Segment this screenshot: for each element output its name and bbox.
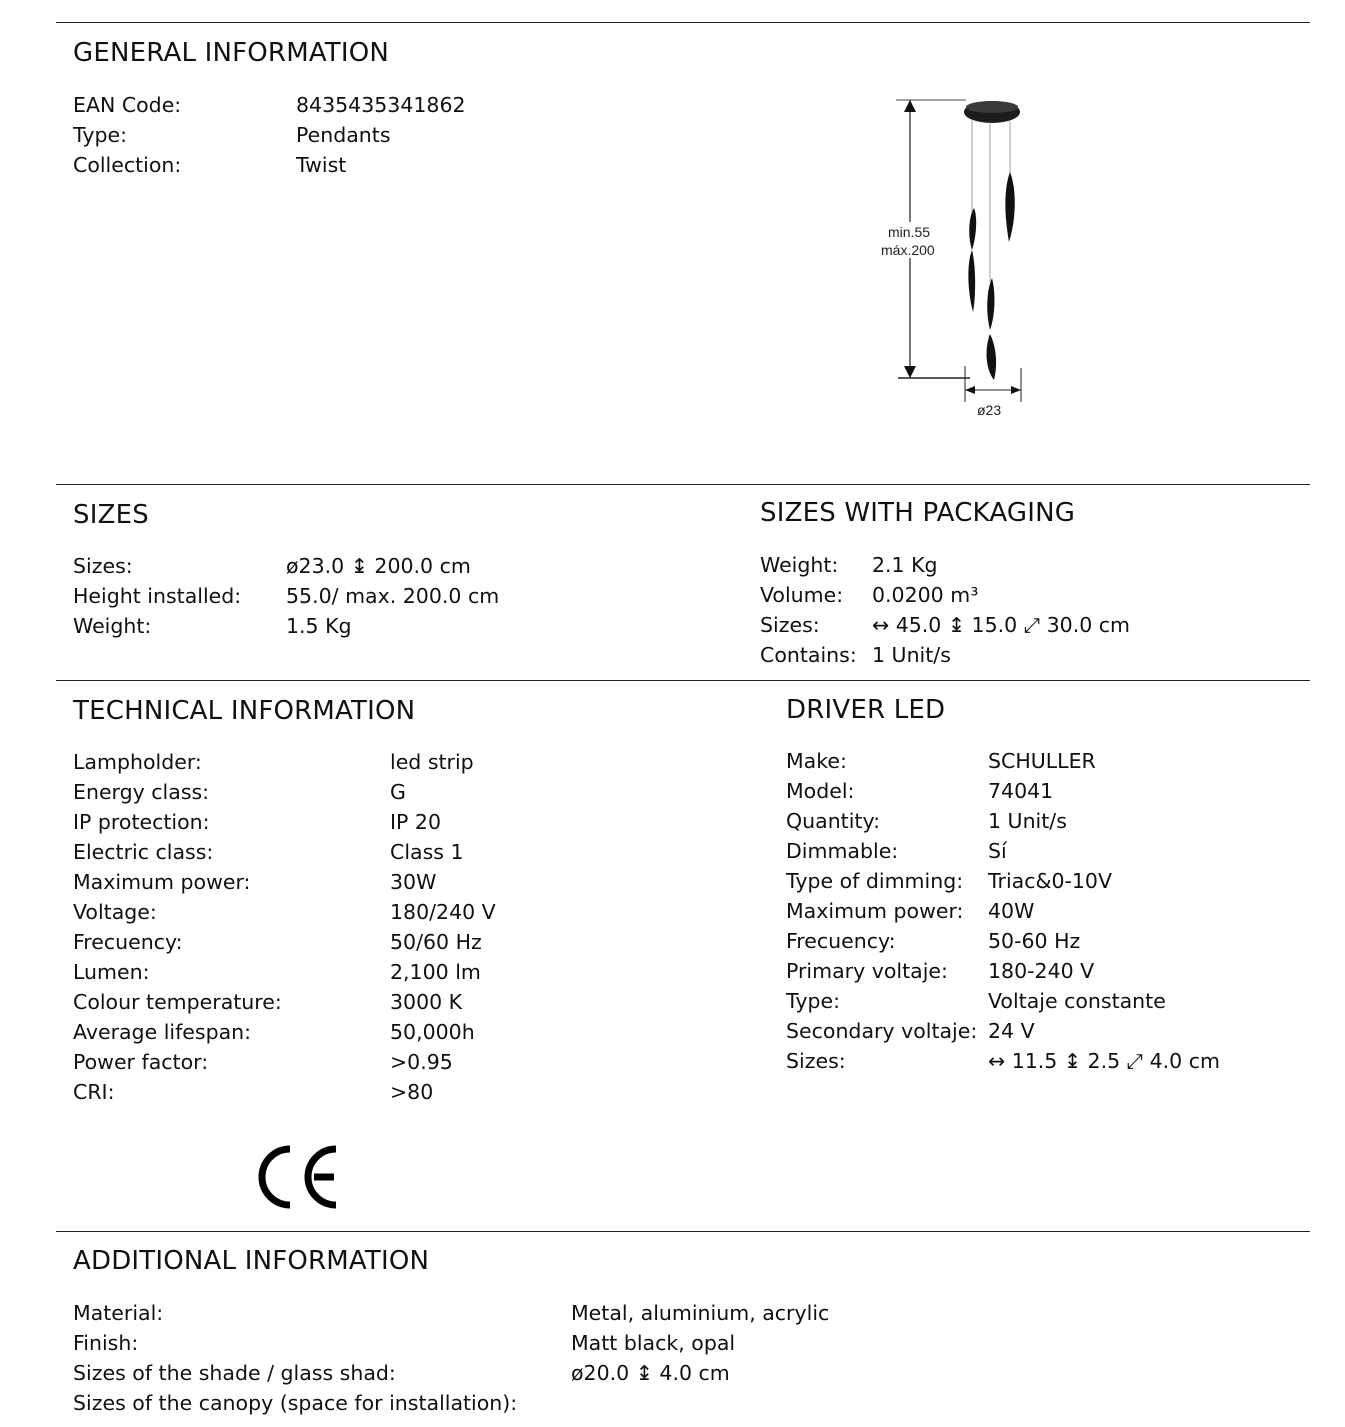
twist-shade [987, 334, 997, 380]
technical-heading: TECHNICAL INFORMATION [73, 696, 416, 726]
packaging-value: 2.1 Kg [872, 553, 938, 577]
driver-list [786, 746, 1306, 1076]
driver-value: 24 V [988, 1019, 1035, 1043]
driver-row [786, 1016, 1306, 1046]
ce-mark-icon [254, 1143, 340, 1211]
technical-row [73, 837, 713, 867]
packaging-row [760, 640, 1300, 670]
packaging-list [760, 550, 1300, 670]
twist-shade [969, 208, 976, 250]
twist-shade [968, 250, 975, 312]
driver-label: Model: [786, 779, 855, 803]
technical-value: >0.95 [390, 1050, 453, 1074]
technical-label: Voltage: [73, 900, 157, 924]
driver-row [786, 1046, 1306, 1076]
technical-value: IP 20 [390, 810, 442, 834]
technical-row [73, 867, 713, 897]
sizes-row [73, 611, 673, 641]
technical-row [73, 957, 713, 987]
divider-technical [56, 680, 1310, 681]
driver-value: Triac&0-10V [988, 869, 1113, 893]
technical-value: 30W [390, 870, 437, 894]
packaging-value: 0.0200 m³ [872, 583, 979, 607]
additional-row [73, 1358, 973, 1388]
driver-heading: DRIVER LED [786, 695, 946, 725]
diameter-label: ø23 [977, 402, 1002, 418]
driver-row [786, 926, 1306, 956]
general-label: EAN Code: [73, 93, 182, 117]
technical-value: >80 [390, 1080, 434, 1104]
driver-value: Voltaje constante [988, 989, 1166, 1013]
driver-label: Primary voltaje: [786, 959, 948, 983]
sizes-label: Sizes: [73, 554, 133, 578]
height-max-label: máx.200 [881, 242, 935, 258]
driver-label: Frecuency: [786, 929, 896, 953]
technical-value: 50/60 Hz [390, 930, 482, 954]
sizes-list [73, 551, 673, 641]
driver-label: Secondary voltaje: [786, 1019, 978, 1043]
diameter-arrow-left [965, 386, 975, 394]
technical-label: Power factor: [73, 1050, 209, 1074]
additional-value: Metal, aluminium, acrylic [571, 1301, 830, 1325]
driver-row [786, 896, 1306, 926]
technical-row [73, 1047, 713, 1077]
technical-row [73, 927, 713, 957]
packaging-value: 1 Unit/s [872, 643, 951, 667]
driver-value: 40W [988, 899, 1035, 923]
height-arrow-bottom [904, 366, 916, 378]
general-information-list [73, 90, 573, 180]
general-row-collection [73, 150, 573, 180]
technical-row [73, 1077, 713, 1107]
driver-label: Maximum power: [786, 899, 964, 923]
sizes-label: Height installed: [73, 584, 242, 608]
additional-row [73, 1328, 973, 1358]
divider-top [56, 22, 1310, 23]
sizes-value: 1.5 Kg [286, 614, 352, 638]
general-label: Collection: [73, 153, 182, 177]
technical-label: Lumen: [73, 960, 150, 984]
driver-value: 180-240 V [988, 959, 1095, 983]
divider-additional [56, 1231, 1310, 1232]
sizes-row [73, 581, 673, 611]
technical-row [73, 897, 713, 927]
sizes-value: 55.0/ max. 200.0 cm [286, 584, 500, 608]
driver-label: Type of dimming: [786, 869, 964, 893]
driver-row [786, 986, 1306, 1016]
twist-shade [1005, 172, 1014, 242]
driver-row [786, 836, 1306, 866]
packaging-label: Weight: [760, 553, 839, 577]
packaging-row [760, 610, 1300, 640]
general-value: 8435435341862 [296, 93, 466, 117]
general-label: Type: [73, 123, 127, 147]
diameter-arrow-right [1011, 386, 1021, 394]
driver-row [786, 866, 1306, 896]
technical-row [73, 777, 713, 807]
technical-value: 3000 K [390, 990, 463, 1014]
technical-value: G [390, 780, 406, 804]
sizes-value: ø23.0 ↨ 200.0 cm [286, 554, 471, 578]
sizes-heading: SIZES [73, 500, 149, 530]
technical-label: Frecuency: [73, 930, 183, 954]
general-information-heading: GENERAL INFORMATION [73, 38, 390, 68]
driver-label: Sizes: [786, 1049, 846, 1073]
driver-row [786, 746, 1306, 776]
technical-label: Maximum power: [73, 870, 251, 894]
additional-heading: ADDITIONAL INFORMATION [73, 1246, 430, 1276]
additional-row [73, 1388, 973, 1418]
sizes-row [73, 551, 673, 581]
driver-row [786, 776, 1306, 806]
driver-value: Sí [988, 839, 1007, 863]
packaging-label: Sizes: [760, 613, 820, 637]
packaging-heading: SIZES WITH PACKAGING [760, 498, 1076, 528]
technical-label: IP protection: [73, 810, 210, 834]
driver-label: Quantity: [786, 809, 881, 833]
additional-value: ø20.0 ↨ 4.0 cm [571, 1361, 730, 1385]
technical-row [73, 987, 713, 1017]
additional-label: Sizes of the canopy (space for installation): [73, 1391, 518, 1415]
driver-value: ↔ 11.5 ↨ 2.5 ⤢ 4.0 cm [988, 1049, 1220, 1073]
additional-value: Matt black, opal [571, 1331, 736, 1355]
technical-row [73, 747, 713, 777]
additional-label: Finish: [73, 1331, 139, 1355]
technical-label: Electric class: [73, 840, 214, 864]
additional-list [73, 1298, 973, 1418]
technical-label: Lampholder: [73, 750, 202, 774]
driver-value: 74041 [988, 779, 1054, 803]
additional-label: Material: [73, 1301, 164, 1325]
packaging-value: ↔ 45.0 ↨ 15.0 ⤢ 30.0 cm [872, 613, 1131, 637]
driver-row [786, 956, 1306, 986]
driver-value: 1 Unit/s [988, 809, 1067, 833]
packaging-label: Contains: [760, 643, 857, 667]
technical-value: 180/240 V [390, 900, 496, 924]
technical-list [73, 747, 713, 1107]
packaging-label: Volume: [760, 583, 844, 607]
driver-label: Type: [786, 989, 840, 1013]
technical-row [73, 807, 713, 837]
sizes-label: Weight: [73, 614, 152, 638]
twist-shade [987, 278, 994, 330]
driver-value: SCHULLER [988, 749, 1096, 773]
technical-value: Class 1 [390, 840, 464, 864]
height-min-label: min.55 [888, 224, 931, 240]
divider-sizes [56, 484, 1310, 485]
packaging-row [760, 580, 1300, 610]
technical-label: Energy class: [73, 780, 210, 804]
additional-label: Sizes of the shade / glass shad: [73, 1361, 396, 1385]
general-row-ean [73, 90, 573, 120]
driver-label: Make: [786, 749, 847, 773]
driver-row [786, 806, 1306, 836]
driver-value: 50-60 Hz [988, 929, 1081, 953]
technical-label: Average lifespan: [73, 1020, 252, 1044]
general-value: Twist [296, 153, 347, 177]
technical-row [73, 1017, 713, 1047]
additional-row [73, 1298, 973, 1328]
technical-label: Colour temperature: [73, 990, 282, 1014]
driver-label: Dimmable: [786, 839, 899, 863]
general-row-type [73, 120, 573, 150]
general-value: Pendants [296, 123, 391, 147]
pendant-dimension-drawing [866, 90, 1042, 430]
technical-value: led strip [390, 750, 474, 774]
height-arrow-top [904, 100, 916, 112]
technical-label: CRI: [73, 1080, 115, 1104]
packaging-row [760, 550, 1300, 580]
technical-value: 2,100 lm [390, 960, 481, 984]
technical-value: 50,000h [390, 1020, 475, 1044]
